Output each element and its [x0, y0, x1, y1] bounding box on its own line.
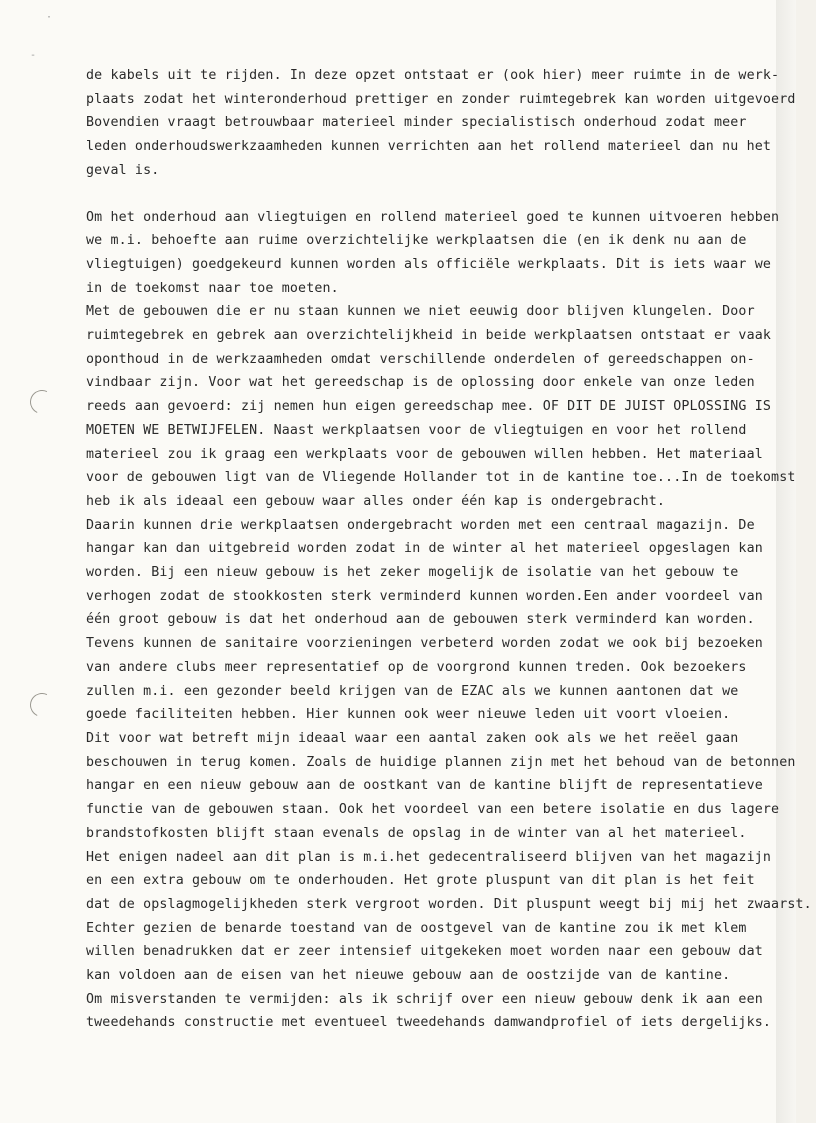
text-line: hangar en een nieuw gebouw aan de oostkant van de kantine blijft de representatieve — [86, 778, 763, 794]
paragraph-2 — [86, 206, 812, 1036]
text-line: Om het onderhoud aan vliegtuigen en rollend materieel goed te kunnen uitvoeren hebben — [86, 209, 780, 225]
punch-hole — [27, 690, 58, 721]
text-line: oponthoud in de werkzaamheden omdat verschillende onderdelen of gereedschappen on- — [86, 351, 755, 367]
text-line: hangar kan dan uitgebreid worden zodat in de winter al het materieel opgeslagen kan — [86, 541, 763, 557]
text-line: goede faciliteiten hebben. Hier kunnen ook weer nieuwe leden uit voort vloeien. — [86, 707, 731, 723]
text-line: brandstofkosten blijft staan evenals de opslag in de winter van al het materieel. — [86, 825, 747, 841]
text-line: materieel zou ik graag een werkplaats voor de gebouwen willen hebben. Het materiaal — [86, 446, 763, 462]
paragraph-1 — [86, 64, 796, 183]
text-line: vindbaar zijn. Voor wat het gereedschap is de oplossing door enkele van onze leden — [86, 375, 755, 391]
text-line: Echter gezien de benarde toestand van de oostgevel van de kantine zou ik met klem — [86, 920, 747, 936]
text-line: MOETEN WE BETWIJFELEN. Naast werkplaatsen voor de vliegtuigen en voor het rollend — [86, 422, 747, 438]
punch-hole — [27, 387, 58, 418]
text-line: verhogen zodat de stookkosten sterk verminderd kunnen worden.Een ander voordeel van — [86, 588, 763, 604]
text-line: Om misverstanden te vermijden: als ik schrijf over een nieuw gebouw denk ik aan een — [86, 991, 763, 1007]
text-line: ruimtegebrek en gebrek aan overzichtelijkheid in beide werkplaatsen ontstaat er vaak — [86, 328, 772, 344]
text-line: Bovendien vraagt betrouwbaar materieel minder specialistisch onderhoud zodat meer — [86, 115, 747, 131]
text-line: heb ik als ideaal een gebouw waar alles onder één kap is ondergebracht. — [86, 493, 666, 509]
text-line: geval is. — [86, 162, 160, 178]
text-line: Tevens kunnen de sanitaire voorzieningen verbeterd worden zodat we ook bij bezoeken — [86, 636, 763, 652]
text-line: Met de gebouwen die er nu staan kunnen we niet eeuwig door blijven klungelen. Door — [86, 304, 755, 320]
text-line: van andere clubs meer representatief op de voorgrond kunnen treden. Ook bezoekers — [86, 659, 747, 675]
text-line: functie van de gebouwen staan. Ook het voordeel van een betere isolatie en dus lagere — [86, 802, 780, 818]
text-line: in de toekomst naar toe moeten. — [86, 280, 339, 296]
text-line: leden onderhoudswerkzaamheden kunnen verrichten aan het rollend materieel dan nu het — [86, 139, 772, 155]
text-line: Daarin kunnen drie werkplaatsen ondergebracht worden met een centraal magazijn. De — [86, 517, 755, 533]
text-line: zullen m.i. een gezonder beeld krijgen van de EZAC als we kunnen aantonen dat we — [86, 683, 739, 699]
text-line: voor de gebouwen ligt van de Vliegende Hollander tot in de kantine toe...In de toekomst — [86, 470, 796, 486]
text-line: we m.i. behoefte aan ruime overzichtelijke werkplaatsen die (en ik denk nu aan de — [86, 233, 747, 249]
text-line: de kabels uit te rijden. In deze opzet ontstaat er (ook hier) meer ruimte in de werk- — [86, 68, 780, 83]
text-line: vliegtuigen) goedgekeurd kunnen worden als officiële werkplaats. Dit is iets waar we — [86, 256, 772, 272]
text-line: één groot gebouw is dat het onderhoud aan de gebouwen sterk verminderd kan worden. — [86, 612, 755, 628]
text-line: Dit voor wat betreft mijn ideaal waar een aantal zaken ook als we het reëel gaan — [86, 730, 739, 746]
text-line: plaats zodat het winteronderhoud prettiger en zonder ruimtegebrek kan worden uitgevoerd — [86, 91, 796, 107]
margin-mark: - — [30, 50, 37, 61]
text-line: worden. Bij een nieuw gebouw is het zeker mogelijk de isolatie van het gebouw te — [86, 565, 739, 581]
text-line: en een extra gebouw om te onderhouden. Het grote pluspunt van dit plan is het feit — [86, 873, 755, 889]
body-text — [86, 64, 812, 1035]
text-line: willen benadrukken dat er zeer intensief uitgekeken moet worden naar een gebouw dat — [86, 944, 763, 960]
text-line: reeds aan gevoerd: zij nemen hun eigen gereedschap mee. OF DIT DE JUIST OPLOSSING IS — [86, 399, 772, 415]
corner-mark: · — [46, 12, 53, 23]
text-line: kan voldoen aan de eisen van het nieuwe gebouw aan de oostzijde van de kantine. — [86, 968, 731, 984]
text-line: beschouwen in terug komen. Zoals de huidige plannen zijn met het behoud van de betonnen — [86, 754, 796, 770]
text-line: Het enigen nadeel aan dit plan is m.i.het gedecentraliseerd blijven van het magazijn — [86, 849, 772, 865]
text-line: tweedehands constructie met eventueel tweedehands damwandprofiel of iets dergelijks. — [86, 1015, 772, 1031]
text-line: dat de opslagmogelijkheden sterk vergroot worden. Dit pluspunt weegt bij mij het zwaarst. — [86, 896, 812, 912]
